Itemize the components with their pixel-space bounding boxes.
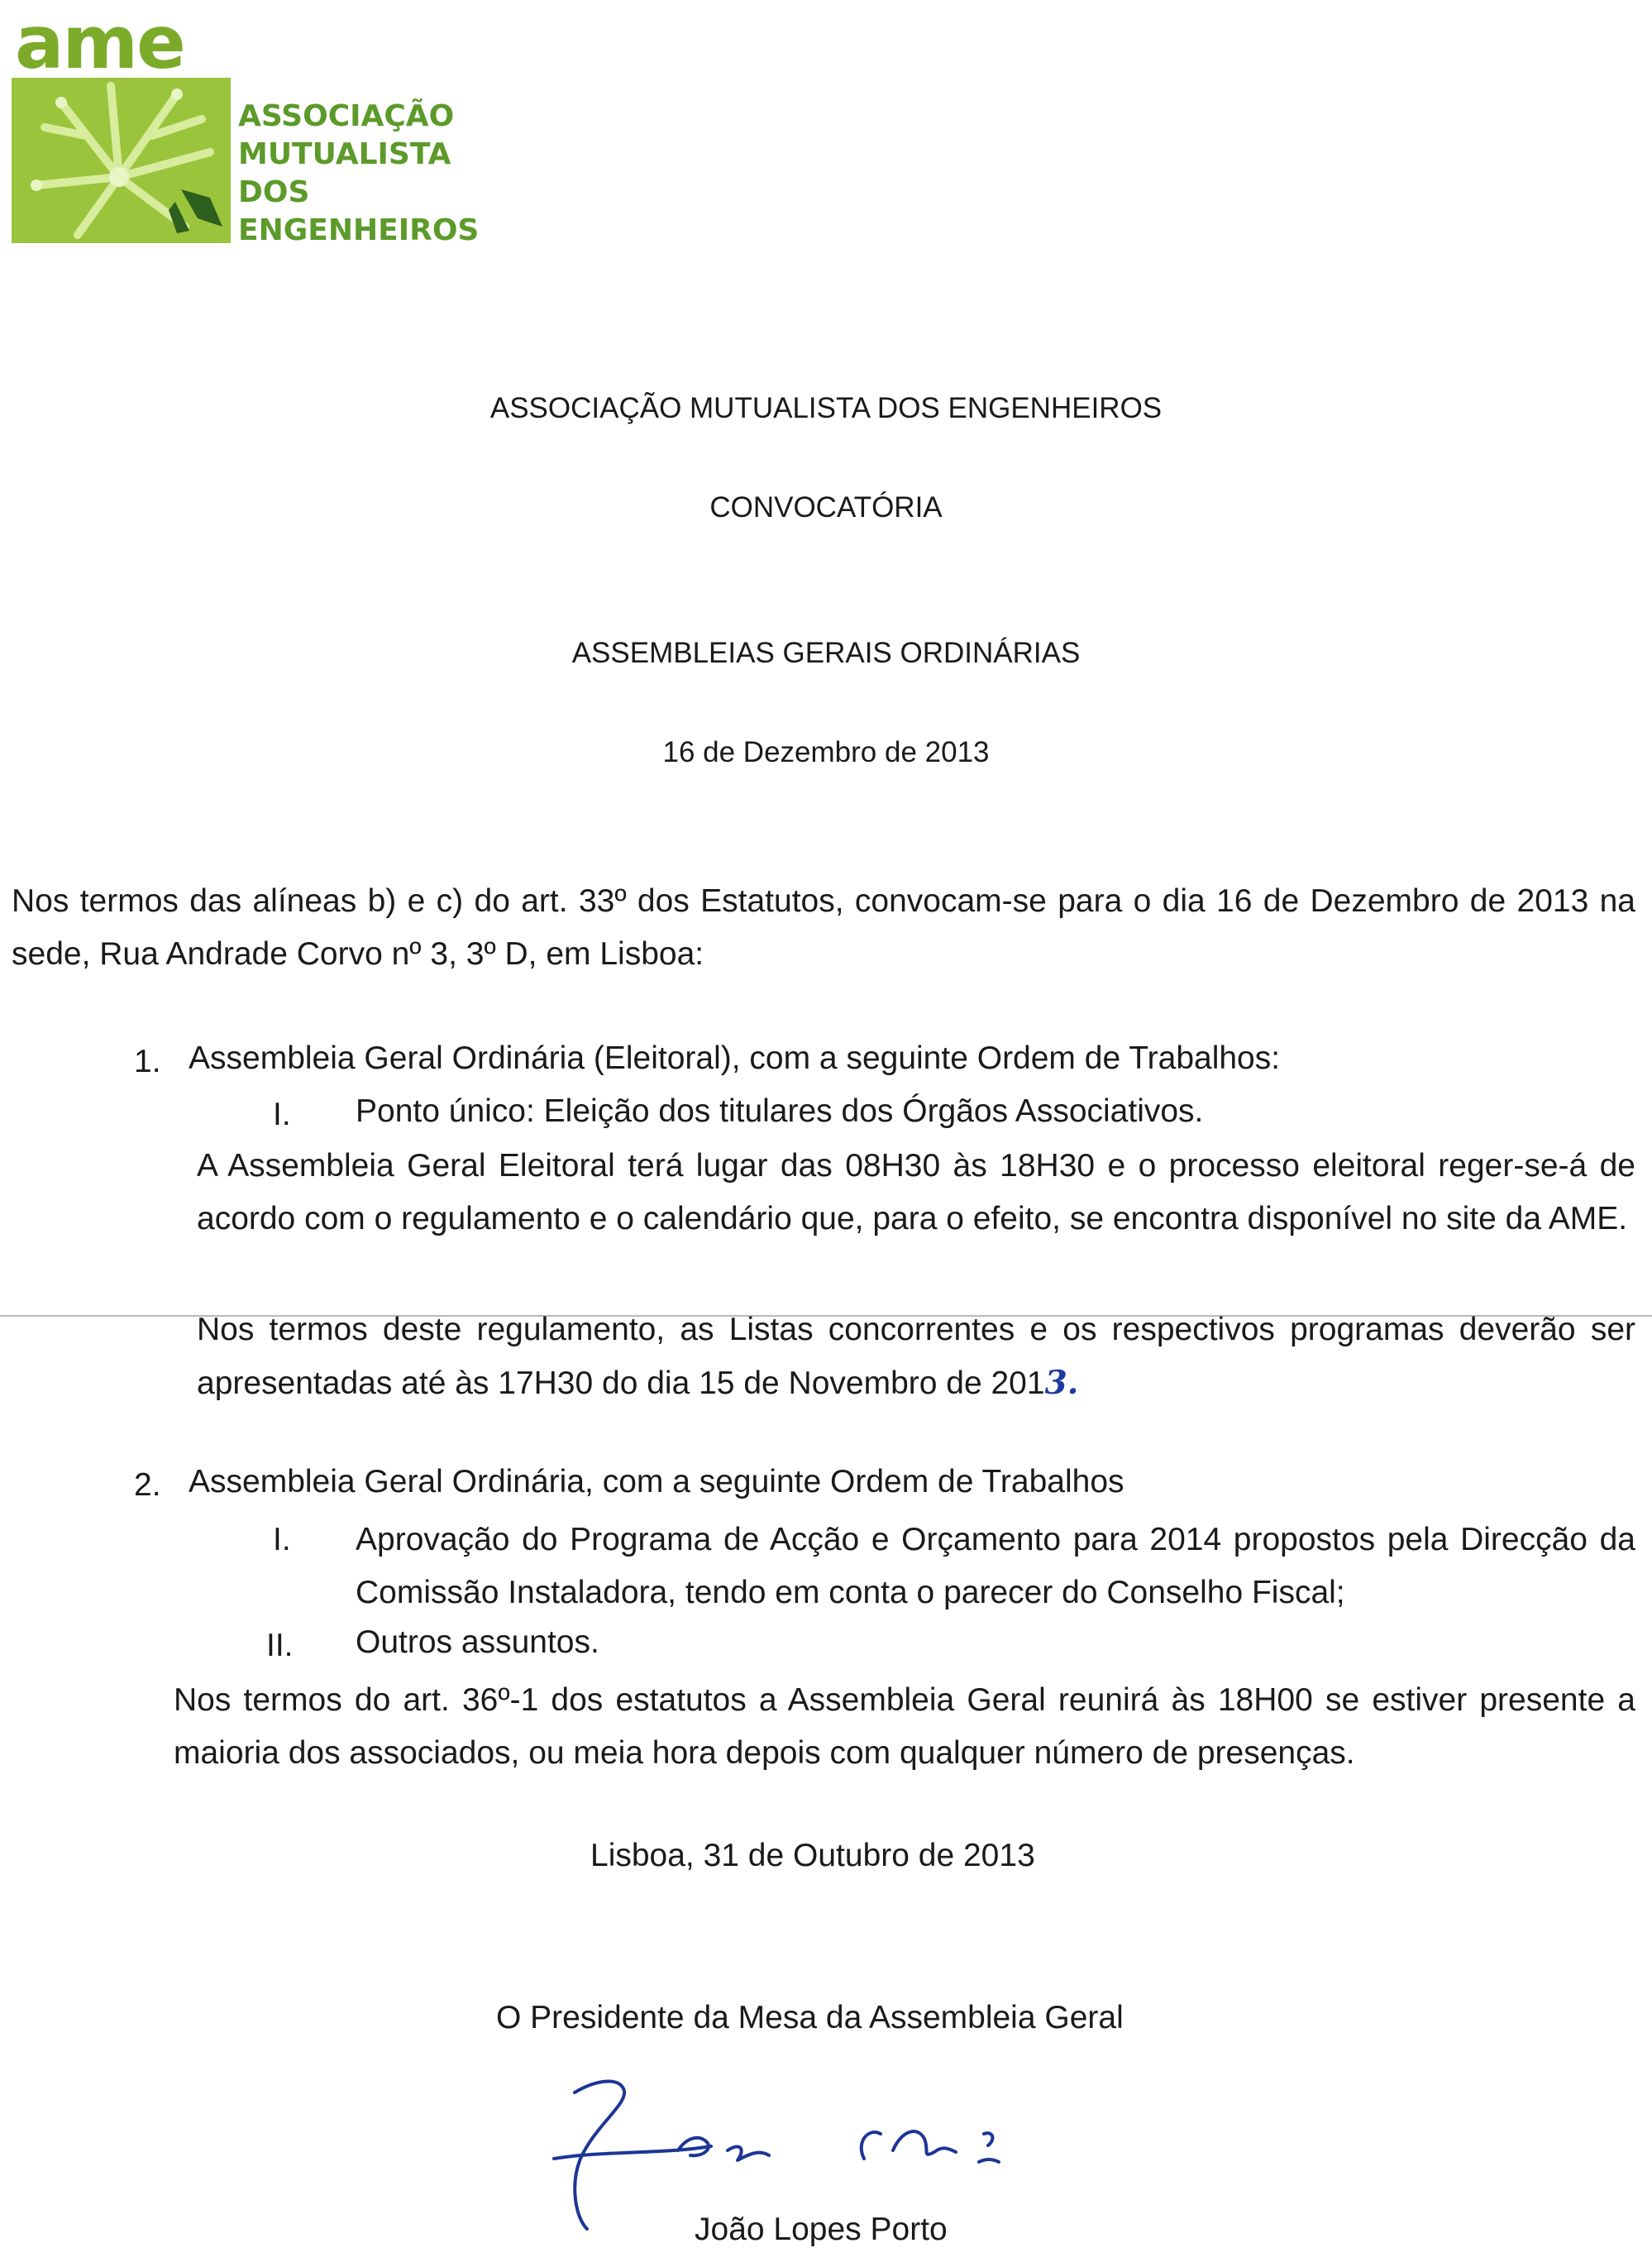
document-subtitle: ASSEMBLEIAS GERAIS ORDINÁRIAS <box>571 637 1081 669</box>
document-title: CONVOCATÓRIA <box>709 491 943 524</box>
logo-name-line: ENGENHEIROS <box>238 213 480 247</box>
item-note-text: Nos termos deste regulamento, as Listas concorrentes e os respectivos programas deverão ser apresentadas até às 17H30 do dia 15 de Novembro de 201 <box>197 1312 1635 1401</box>
subitem-text: Aprovação do Programa de Acção e Orçamento para 2014 propostos pela Direcção da Comissão Instaladora, tendo em conta o parecer do Conselho Fiscal; <box>356 1522 1635 1610</box>
subitem-number: II. <box>266 1628 294 1663</box>
logo-name-line: DOS <box>238 175 310 209</box>
logo-name-line: MUTUALISTA <box>238 137 451 171</box>
logo-name <box>238 98 479 250</box>
handwritten-correction: 3. <box>1044 1364 1079 1402</box>
signatory-role: O Presidente da Mesa da Assembleia Geral <box>496 2000 1124 2035</box>
subitem-number: I. <box>273 1097 291 1132</box>
logo-acronym-area <box>12 12 231 85</box>
item-note <box>197 1303 1635 1410</box>
logo-name-line: ASSOCIAÇÃO <box>238 99 455 133</box>
subitem-text: Ponto único: Eleição dos titulares dos Órgãos Associativos. <box>356 1093 1204 1129</box>
place-date: Lisboa, 31 de Outubro de 2013 <box>590 1838 1035 1873</box>
signatory-name: João Lopes Porto <box>695 2212 948 2247</box>
subitem-text: Outros assuntos. <box>356 1624 599 1660</box>
intro-paragraph: Nos termos das alíneas b) e c) do art. 33º dos Estatutos, convocam-se para o dia 16 de Dezembro de 2013 na sede, Rua Andrade Corvo nº 3, 3º D, em Lisboa: <box>12 883 1635 972</box>
meeting-date: 16 de Dezembro de 2013 <box>662 736 990 768</box>
item-note: A Assembleia Geral Eleitoral terá lugar das 08H30 às 18H30 e o processo eleitoral reger-se-á de acordo com o regulamento e o calendário que, para o efeito, se encontra disponível no site da AME. <box>197 1148 1635 1236</box>
logo-mark <box>12 12 231 243</box>
logo-acronym: ame <box>15 12 184 85</box>
subitem-number: I. <box>273 1522 291 1557</box>
item-number: 2. <box>134 1467 161 1503</box>
item-heading: Assembleia Geral Ordinária (Eleitoral), com a seguinte Ordem de Trabalhos: <box>189 1040 1281 1076</box>
organization-heading: ASSOCIAÇÃO MUTUALISTA DOS ENGENHEIROS <box>489 392 1163 424</box>
item-heading: Assembleia Geral Ordinária, com a seguinte Ordem de Trabalhos <box>189 1464 1124 1499</box>
item-number: 1. <box>134 1044 161 1079</box>
item-note: Nos termos do art. 36º-1 dos estatutos a Assembleia Geral reunirá às 18H00 se estiver presente a maioria dos associados, ou meia hora depois com qualquer número de presenças. <box>174 1682 1635 1771</box>
